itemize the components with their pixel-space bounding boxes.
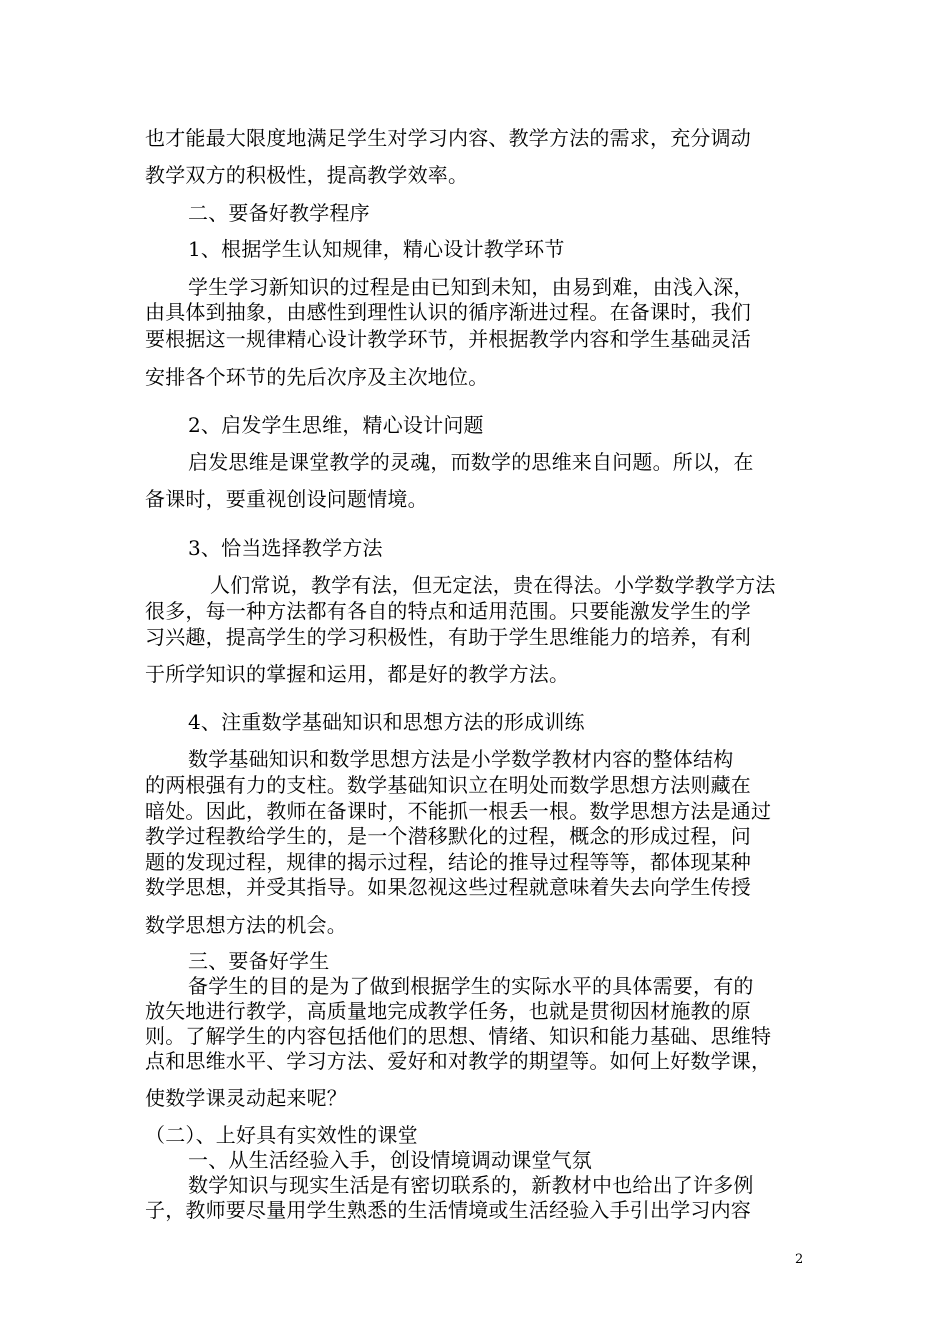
- text-line: 习兴趣，提高学生的学习积极性，有助于学生思维能力的培养，有利: [145, 625, 751, 649]
- text-line: 教学过程教给学生的，是一个潜移默化的过程，概念的形成过程，问: [145, 824, 751, 848]
- text-line: 点和思维水平、学习方法、爱好和对教学的期望等。如何上好数学课，: [145, 1049, 772, 1073]
- section-heading: 一、从生活经验入手，创设情境调动课堂气氛: [188, 1148, 592, 1172]
- subsection-heading: 3、恰当选择教学方法: [188, 536, 383, 560]
- text-line: 很多，每一种方法都有各自的特点和适用范围。只要能激发学生的学: [145, 599, 751, 623]
- page-number: 2: [795, 1252, 804, 1267]
- text-line: 数学思想方法的机会。: [145, 913, 347, 937]
- text-line: 的两根强有力的支柱。数学基础知识立在明处而数学思想方法则藏在: [145, 773, 751, 797]
- text-line: 要根据这一规律精心设计教学环节，并根据教学内容和学生基础灵活: [145, 327, 751, 351]
- text-line: 备学生的目的是为了做到根据学生的实际水平的具体需要，有的: [188, 974, 754, 998]
- text-line: 备课时，要重视创设问题情境。: [145, 487, 428, 511]
- subsection-heading: 1、根据学生认知规律，精心设计教学环节: [188, 237, 565, 261]
- text-line: 数学思想，并受其指导。如果忽视这些过程就意味着失去向学生传授: [145, 875, 751, 899]
- text-line: 暗处。因此，教师在备课时，不能抓一根丢一根。数学思想方法是通过: [145, 799, 772, 823]
- text-line: 数学知识与现实生活是有密切联系的，新教材中也给出了许多例: [188, 1173, 754, 1197]
- text-line: 启发思维是课堂教学的灵魂，而数学的思维来自问题。所以，在: [188, 450, 754, 474]
- text-line: 学生学习新知识的过程是由已知到未知，由易到难，由浅入深，: [188, 275, 754, 299]
- text-line: 由具体到抽象，由感性到理性认识的循序渐进过程。在备课时，我们: [145, 300, 751, 324]
- text-line: 题的发现过程，规律的揭示过程，结论的推导过程等等，都体现某种: [145, 850, 751, 874]
- text-line: 使数学课灵动起来呢？: [145, 1086, 347, 1110]
- text-line: 教学双方的积极性，提高教学效率。: [145, 163, 469, 187]
- section-heading: 二、要备好教学程序: [188, 201, 370, 225]
- text-line: 子，教师要尽量用学生熟悉的生活情境或生活经验入手引出学习内容: [145, 1198, 751, 1222]
- text-line: 人们常说，教学有法，但无定法，贵在得法。小学数学教学方法: [210, 573, 776, 597]
- text-line: 安排各个环节的先后次序及主次地位。: [145, 365, 489, 389]
- subsection-heading: 4、注重数学基础知识和思想方法的形成训练: [188, 710, 585, 734]
- text-line: 放矢地进行教学，高质量地完成教学任务，也就是贯彻因材施教的原: [145, 999, 751, 1023]
- chapter-heading: （二）、上好具有实效性的课堂: [145, 1123, 418, 1147]
- subsection-heading: 2、启发学生思维，精心设计问题: [188, 413, 484, 437]
- text-line: 于所学知识的掌握和运用，都是好的教学方法。: [145, 662, 570, 686]
- section-heading: 三、要备好学生: [188, 949, 330, 973]
- text-line: 则。了解学生的内容包括他们的思想、情绪、知识和能力基础、思维特: [145, 1024, 772, 1048]
- text-line: 数学基础知识和数学思想方法是小学数学教材内容的整体结构: [188, 747, 734, 771]
- text-line: 也才能最大限度地满足学生对学习内容、教学方法的需求，充分调动: [145, 126, 751, 150]
